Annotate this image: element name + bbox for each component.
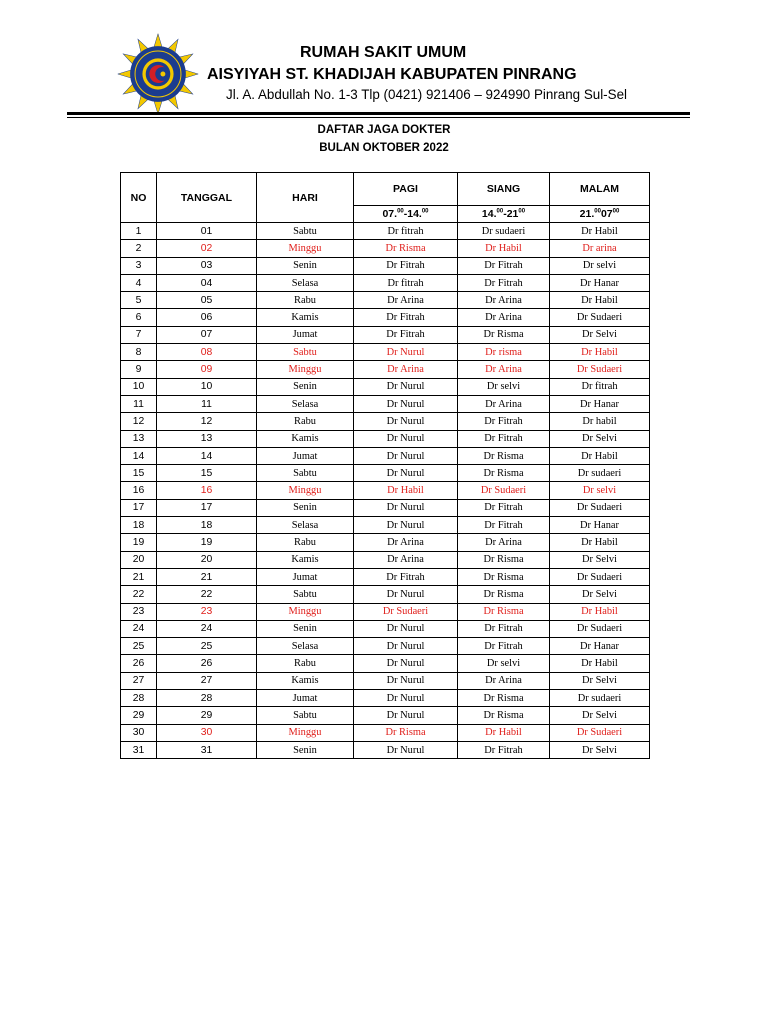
cell-hari: Senin [257, 378, 354, 395]
cell-malam: Dr Sudaeri [550, 620, 650, 637]
cell-siang: Dr Fitrah [458, 430, 550, 447]
header-malam: MALAM [550, 173, 650, 206]
cell-pagi: Dr fitrah [354, 223, 458, 240]
table-row [121, 707, 650, 724]
cell-pagi: Dr Risma [354, 240, 458, 257]
cell-pagi: Dr Fitrah [354, 326, 458, 343]
cell-pagi: Dr Nurul [354, 499, 458, 516]
table-row [121, 413, 650, 430]
cell-pagi: Dr Nurul [354, 447, 458, 464]
roster-subtitle: BULAN OKTOBER 2022 [319, 142, 449, 154]
cell-siang: Dr Arina [458, 534, 550, 551]
cell-tanggal: 17 [157, 499, 257, 516]
table-row [121, 724, 650, 741]
cell-no: 15 [121, 465, 157, 482]
table-row [121, 655, 650, 672]
cell-hari: Selasa [257, 517, 354, 534]
cell-pagi: Dr Arina [354, 534, 458, 551]
cell-no: 29 [121, 707, 157, 724]
table-row [121, 361, 650, 378]
cell-pagi: Dr Nurul [354, 465, 458, 482]
table-row [121, 344, 650, 361]
time-pagi: 07.00-14.00 [354, 206, 458, 223]
cell-hari: Senin [257, 499, 354, 516]
cell-hari: Senin [257, 741, 354, 758]
cell-siang: Dr Fitrah [458, 499, 550, 516]
cell-siang: Dr Fitrah [458, 638, 550, 655]
muhammadiyah-sun-emblem-icon [117, 33, 199, 115]
cell-no: 7 [121, 326, 157, 343]
cell-siang: Dr sudaeri [458, 223, 550, 240]
cell-pagi: Dr Nurul [354, 638, 458, 655]
cell-siang: Dr Risma [458, 586, 550, 603]
cell-hari: Senin [257, 257, 354, 274]
header-divider-thick [67, 112, 690, 115]
cell-malam: Dr Habil [550, 603, 650, 620]
table-row [121, 517, 650, 534]
cell-malam: Dr Habil [550, 292, 650, 309]
cell-siang: Dr Arina [458, 672, 550, 689]
cell-malam: Dr Hanar [550, 517, 650, 534]
cell-siang: Dr Risma [458, 707, 550, 724]
cell-tanggal: 03 [157, 257, 257, 274]
cell-siang: Dr Arina [458, 395, 550, 412]
cell-hari: Jumat [257, 568, 354, 585]
cell-tanggal: 04 [157, 274, 257, 291]
header-pagi: PAGI [354, 173, 458, 206]
cell-siang: Dr Arina [458, 292, 550, 309]
roster-title: DAFTAR JAGA DOKTER [317, 124, 451, 136]
cell-tanggal: 11 [157, 395, 257, 412]
cell-malam: Dr Habil [550, 344, 650, 361]
cell-hari: Jumat [257, 447, 354, 464]
cell-pagi: Dr Nurul [354, 344, 458, 361]
cell-malam: Dr Habil [550, 447, 650, 464]
header-divider-thin [67, 117, 690, 118]
table-row [121, 430, 650, 447]
cell-malam: Dr selvi [550, 482, 650, 499]
cell-hari: Sabtu [257, 465, 354, 482]
cell-no: 6 [121, 309, 157, 326]
cell-no: 4 [121, 274, 157, 291]
cell-no: 9 [121, 361, 157, 378]
cell-tanggal: 19 [157, 534, 257, 551]
table-row [121, 741, 650, 758]
cell-malam: Dr Selvi [550, 707, 650, 724]
cell-no: 30 [121, 724, 157, 741]
cell-siang: Dr Arina [458, 309, 550, 326]
table-row [121, 447, 650, 464]
cell-no: 27 [121, 672, 157, 689]
table-row [121, 326, 650, 343]
cell-pagi: Dr Arina [354, 361, 458, 378]
cell-tanggal: 22 [157, 586, 257, 603]
cell-no: 24 [121, 620, 157, 637]
table-row [121, 586, 650, 603]
cell-hari: Selasa [257, 395, 354, 412]
cell-malam: Dr Habil [550, 655, 650, 672]
cell-hari: Minggu [257, 361, 354, 378]
cell-no: 28 [121, 690, 157, 707]
cell-pagi: Dr Arina [354, 551, 458, 568]
cell-hari: Kamis [257, 430, 354, 447]
cell-malam: Dr habil [550, 413, 650, 430]
cell-tanggal: 26 [157, 655, 257, 672]
table-row [121, 551, 650, 568]
cell-no: 25 [121, 638, 157, 655]
cell-malam: Dr Sudaeri [550, 568, 650, 585]
cell-hari: Kamis [257, 672, 354, 689]
cell-siang: Dr Habil [458, 724, 550, 741]
header-no: NO [121, 173, 157, 223]
table-row [121, 292, 650, 309]
cell-tanggal: 02 [157, 240, 257, 257]
cell-pagi: Dr Nurul [354, 517, 458, 534]
cell-malam: Dr Selvi [550, 326, 650, 343]
header-tanggal: TANGGAL [157, 173, 257, 223]
cell-tanggal: 08 [157, 344, 257, 361]
cell-hari: Sabtu [257, 344, 354, 361]
cell-pagi: Dr Nurul [354, 690, 458, 707]
table-row [121, 568, 650, 585]
cell-no: 21 [121, 568, 157, 585]
cell-siang: Dr selvi [458, 378, 550, 395]
cell-pagi: Dr Nurul [354, 741, 458, 758]
cell-malam: Dr Selvi [550, 551, 650, 568]
cell-no: 11 [121, 395, 157, 412]
table-row [121, 240, 650, 257]
cell-malam: Dr sudaeri [550, 690, 650, 707]
cell-hari: Jumat [257, 690, 354, 707]
cell-pagi: Dr fitrah [354, 274, 458, 291]
cell-pagi: Dr Nurul [354, 707, 458, 724]
cell-siang: Dr Fitrah [458, 620, 550, 637]
cell-hari: Senin [257, 620, 354, 637]
cell-malam: Dr fitrah [550, 378, 650, 395]
cell-tanggal: 27 [157, 672, 257, 689]
cell-pagi: Dr Arina [354, 292, 458, 309]
cell-siang: Dr Fitrah [458, 274, 550, 291]
cell-pagi: Dr Fitrah [354, 309, 458, 326]
cell-siang: Dr Risma [458, 603, 550, 620]
cell-tanggal: 12 [157, 413, 257, 430]
cell-malam: Dr Selvi [550, 430, 650, 447]
cell-malam: Dr Habil [550, 534, 650, 551]
cell-siang: Dr Risma [458, 465, 550, 482]
cell-no: 26 [121, 655, 157, 672]
cell-hari: Sabtu [257, 707, 354, 724]
cell-tanggal: 18 [157, 517, 257, 534]
cell-pagi: Dr Fitrah [354, 568, 458, 585]
hospital-name-line1: RUMAH SAKIT UMUM [300, 44, 467, 61]
cell-hari: Minggu [257, 724, 354, 741]
table-row [121, 690, 650, 707]
cell-no: 20 [121, 551, 157, 568]
table-row [121, 378, 650, 395]
duty-roster-table [120, 172, 650, 759]
cell-hari: Sabtu [257, 586, 354, 603]
cell-no: 3 [121, 257, 157, 274]
cell-siang: Dr Arina [458, 361, 550, 378]
table-row [121, 395, 650, 412]
cell-pagi: Dr Nurul [354, 430, 458, 447]
cell-hari: Selasa [257, 274, 354, 291]
table-row [121, 257, 650, 274]
cell-hari: Jumat [257, 326, 354, 343]
cell-hari: Minggu [257, 603, 354, 620]
cell-malam: Dr Selvi [550, 586, 650, 603]
cell-malam: Dr sudaeri [550, 465, 650, 482]
hospital-name-line2: AISYIYAH ST. KHADIJAH KABUPATEN PINRANG [207, 66, 577, 83]
cell-hari: Minggu [257, 240, 354, 257]
cell-malam: Dr Habil [550, 223, 650, 240]
cell-no: 18 [121, 517, 157, 534]
cell-malam: Dr Hanar [550, 274, 650, 291]
roster-body [121, 223, 650, 759]
cell-siang: Dr risma [458, 344, 550, 361]
table-row [121, 620, 650, 637]
cell-siang: Dr Fitrah [458, 741, 550, 758]
table-row [121, 309, 650, 326]
cell-pagi: Dr Nurul [354, 378, 458, 395]
cell-malam: Dr selvi [550, 257, 650, 274]
cell-hari: Rabu [257, 534, 354, 551]
cell-siang: Dr Fitrah [458, 413, 550, 430]
cell-pagi: Dr Nurul [354, 672, 458, 689]
table-row [121, 223, 650, 240]
cell-hari: Rabu [257, 655, 354, 672]
cell-tanggal: 10 [157, 378, 257, 395]
cell-no: 19 [121, 534, 157, 551]
cell-siang: Dr Fitrah [458, 257, 550, 274]
cell-tanggal: 09 [157, 361, 257, 378]
table-row [121, 482, 650, 499]
cell-pagi: Dr Nurul [354, 655, 458, 672]
cell-no: 23 [121, 603, 157, 620]
cell-no: 10 [121, 378, 157, 395]
hospital-address: Jl. A. Abdullah No. 1-3 Tlp (0421) 921406 – 924990 Pinrang Sul-Sel [226, 87, 627, 102]
table-header-row [121, 173, 650, 206]
table-row [121, 274, 650, 291]
cell-hari: Kamis [257, 309, 354, 326]
cell-pagi: Dr Habil [354, 482, 458, 499]
cell-malam: Dr arina [550, 240, 650, 257]
header-siang: SIANG [458, 173, 550, 206]
cell-malam: Dr Sudaeri [550, 499, 650, 516]
cell-no: 22 [121, 586, 157, 603]
cell-tanggal: 29 [157, 707, 257, 724]
cell-tanggal: 14 [157, 447, 257, 464]
cell-hari: Rabu [257, 292, 354, 309]
cell-tanggal: 23 [157, 603, 257, 620]
cell-no: 14 [121, 447, 157, 464]
cell-siang: Dr Risma [458, 326, 550, 343]
cell-siang: Dr Fitrah [458, 517, 550, 534]
cell-pagi: Dr Nurul [354, 620, 458, 637]
cell-siang: Dr Habil [458, 240, 550, 257]
cell-pagi: Dr Sudaeri [354, 603, 458, 620]
cell-no: 8 [121, 344, 157, 361]
cell-siang: Dr Risma [458, 568, 550, 585]
cell-pagi: Dr Fitrah [354, 257, 458, 274]
cell-no: 16 [121, 482, 157, 499]
time-siang: $14.00-21^{00}$ [458, 206, 550, 223]
cell-hari: Sabtu [257, 223, 354, 240]
cell-siang: Dr Risma [458, 447, 550, 464]
cell-hari: Minggu [257, 482, 354, 499]
cell-hari: Rabu [257, 413, 354, 430]
cell-tanggal: 07 [157, 326, 257, 343]
cell-tanggal: 24 [157, 620, 257, 637]
cell-pagi: Dr Nurul [354, 413, 458, 430]
table-row [121, 534, 650, 551]
cell-malam: Dr Sudaeri [550, 361, 650, 378]
cell-tanggal: 15 [157, 465, 257, 482]
cell-malam: Dr Selvi [550, 672, 650, 689]
cell-no: 2 [121, 240, 157, 257]
cell-pagi: Dr Nurul [354, 395, 458, 412]
cell-tanggal: 20 [157, 551, 257, 568]
cell-tanggal: 25 [157, 638, 257, 655]
time-malam: $21.0007^{00}$ [550, 206, 650, 223]
table-row [121, 672, 650, 689]
cell-malam: Dr Hanar [550, 638, 650, 655]
cell-tanggal: 01 [157, 223, 257, 240]
table-row [121, 638, 650, 655]
cell-tanggal: 16 [157, 482, 257, 499]
header-hari: HARI [257, 173, 354, 223]
cell-malam: Dr Sudaeri [550, 309, 650, 326]
cell-tanggal: 13 [157, 430, 257, 447]
table-row [121, 499, 650, 516]
cell-siang: Dr selvi [458, 655, 550, 672]
table-row [121, 465, 650, 482]
table-row [121, 603, 650, 620]
cell-tanggal: 28 [157, 690, 257, 707]
cell-malam: Dr Sudaeri [550, 724, 650, 741]
cell-siang: Dr Risma [458, 551, 550, 568]
cell-no: 13 [121, 430, 157, 447]
cell-no: 31 [121, 741, 157, 758]
cell-malam: Dr Selvi [550, 741, 650, 758]
cell-siang: Dr Sudaeri [458, 482, 550, 499]
cell-siang: Dr Risma [458, 690, 550, 707]
cell-tanggal: 05 [157, 292, 257, 309]
cell-hari: Kamis [257, 551, 354, 568]
cell-no: 12 [121, 413, 157, 430]
cell-no: 17 [121, 499, 157, 516]
cell-tanggal: 30 [157, 724, 257, 741]
cell-tanggal: 31 [157, 741, 257, 758]
cell-tanggal: 21 [157, 568, 257, 585]
cell-no: 5 [121, 292, 157, 309]
cell-hari: Selasa [257, 638, 354, 655]
cell-pagi: Dr Nurul [354, 586, 458, 603]
cell-malam: Dr Hanar [550, 395, 650, 412]
cell-tanggal: 06 [157, 309, 257, 326]
cell-no: 1 [121, 223, 157, 240]
cell-pagi: Dr Risma [354, 724, 458, 741]
